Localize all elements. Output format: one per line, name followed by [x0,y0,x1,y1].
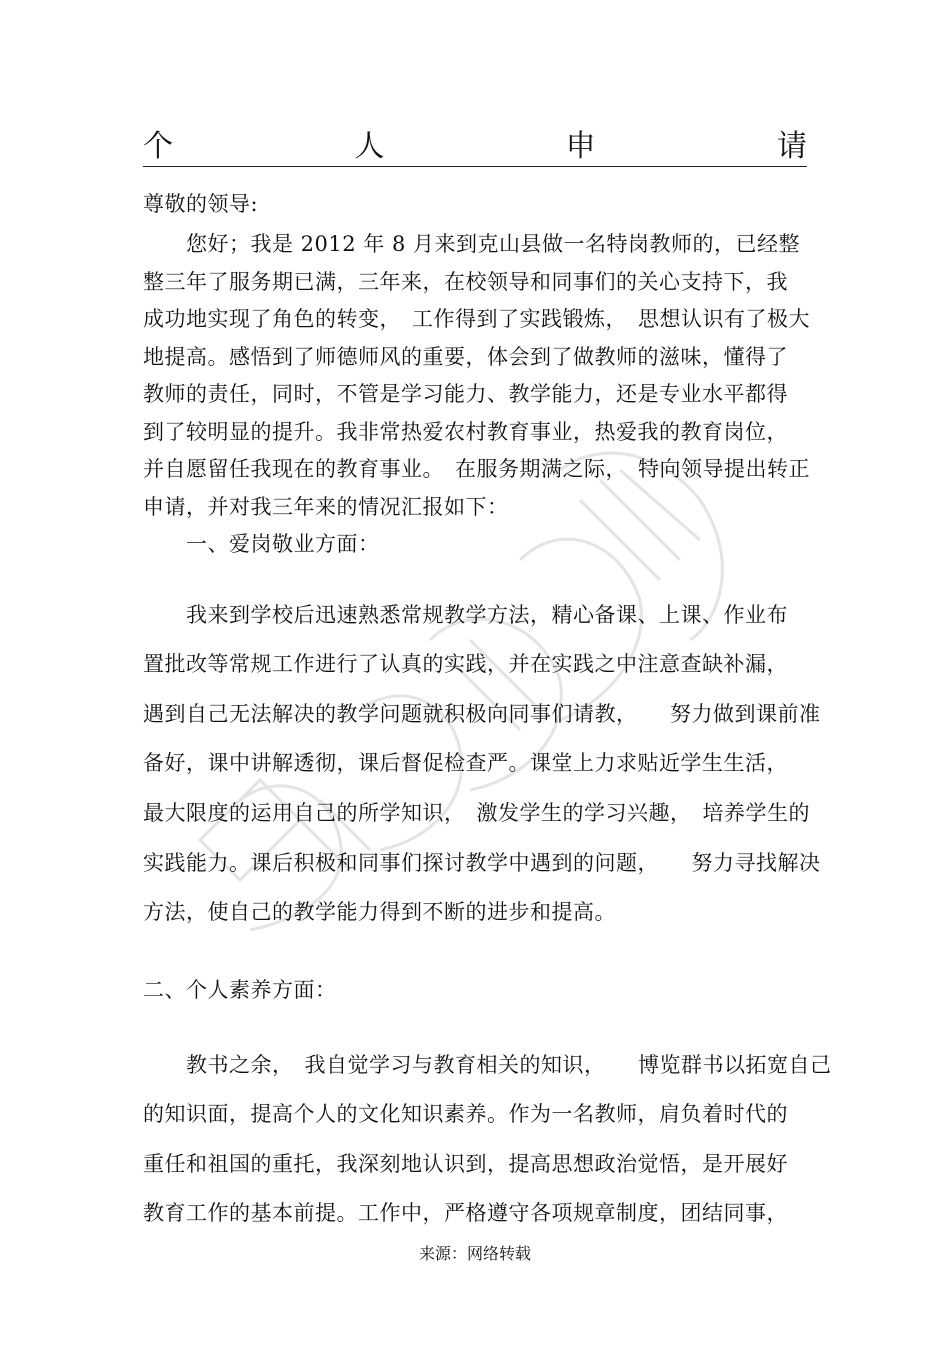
title-char: 申 [565,129,596,164]
body-line: 并自愿留任我现在的教育事业。 在服务期满之际， 特向领导提出转正 [143,457,810,481]
salutation: 尊敬的领导: [143,192,259,216]
page-title [143,126,807,167]
body-line: 重任和祖国的重托，我深刻地认识到，提高思想政治觉悟，是开展好 [143,1152,788,1176]
body-line: 整三年了服务期已满，三年来，在校领导和同事们的关心支持下，我 [143,270,788,294]
body-line: 备好，课中讲解透彻，课后督促检查严。课堂上力求贴近学生生活， [143,751,788,775]
body-line: 遇到自己无法解决的教学问题就积极向同事们请教， 努力做到课前准 [143,702,821,726]
body-line: 地提高。感悟到了师德师风的重要，体会到了做教师的滋味，懂得了 [143,345,788,369]
body-line: 教育工作的基本前提。工作中，严格遵守各项规章制度，团结同事， [143,1201,788,1225]
section-heading: 二、个人素养方面： [143,978,337,1002]
source-footer: 来源：网络转载 [418,1244,531,1263]
body-line: 到了较明显的提升。我非常热爱农村教育事业，热爱我的教育岗位， [143,420,788,444]
body-line: 成功地实现了角色的转变， 工作得到了实践锻炼， 思想认识有了极大 [143,307,810,331]
title-char: 人 [354,129,385,164]
section-heading: 一、爱岗敬业方面： [143,532,380,556]
body-line: 的知识面，提高个人的文化知识素养。作为一名教师，肩负着时代的 [143,1102,788,1126]
body-line: 实践能力。课后积极和同事们探讨教学中遇到的问题， 努力寻找解决 [143,851,821,875]
body-line: 申请，并对我三年来的情况汇报如下： [143,495,509,519]
body-line: 方法，使自己的教学能力得到不断的进步和提高。 [143,900,616,924]
title-char: 请 [776,129,807,164]
body-line: 置批改等常规工作进行了认真的实践，并在实践之中注意查缺补漏， [143,652,788,676]
body-line: 教书之余， 我自觉学习与教育相关的知识， 博览群书以拓宽自己 [143,1053,832,1077]
body-line: 我来到学校后迅速熟悉常规教学方法，精心备课、上课、作业布 [143,603,788,627]
body-line: 教师的责任，同时，不管是学习能力、教学能力，还是专业水平都得 [143,382,788,406]
body-line: 您好；我是 2012 年 8 月来到克山县做一名特岗教师的，已经整 [143,232,801,256]
title-char: 个 [143,129,173,164]
body-line: 最大限度的运用自己的所学知识， 激发学生的学习兴趣， 培养学生的 [143,801,810,825]
